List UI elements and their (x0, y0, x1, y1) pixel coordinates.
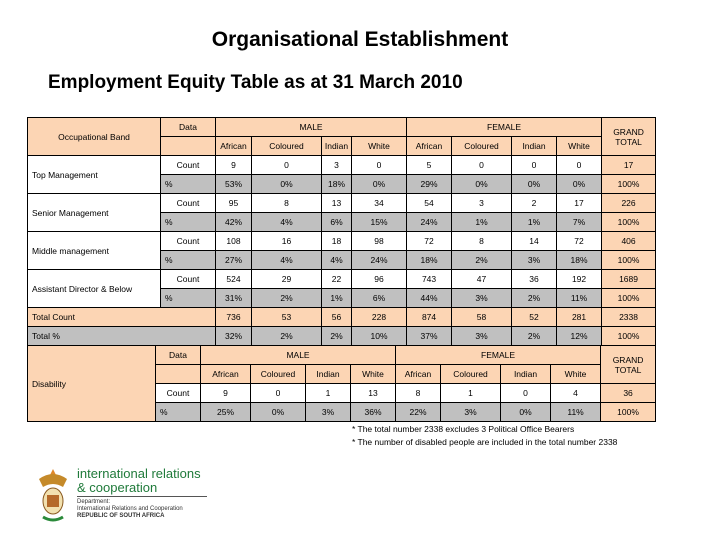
count-cell: 406 (602, 232, 656, 251)
percent-cell: 6% (322, 213, 352, 232)
percent-cell: 4% (322, 251, 352, 270)
race-header: Coloured (251, 365, 306, 384)
table-row (28, 156, 656, 175)
footnote: * The total number 2338 excludes 3 Political Office Bearers (352, 424, 575, 434)
total-percent-cell: 32% (216, 327, 252, 346)
table-row (28, 194, 656, 213)
table-row (28, 327, 656, 346)
percent-cell: 22% (396, 403, 441, 422)
data-header: Data (156, 346, 201, 365)
total-percent-cell: 100% (602, 327, 656, 346)
total-count-cell: 52 (512, 308, 557, 327)
disability-label: Disability (28, 346, 156, 422)
percent-cell: 6% (352, 289, 407, 308)
occupational-band: Top Management (28, 156, 161, 194)
race-header: White (557, 137, 602, 156)
count-cell: 29 (252, 270, 322, 289)
percent-cell: 100% (602, 251, 656, 270)
table-row (28, 308, 656, 327)
count-cell: 1689 (602, 270, 656, 289)
percent-cell: 3% (452, 289, 512, 308)
percent-cell: 0% (501, 403, 551, 422)
percent-cell: 2% (452, 251, 512, 270)
percent-cell: 2% (512, 289, 557, 308)
total-percent-cell: 2% (252, 327, 322, 346)
data-label: % (161, 251, 216, 270)
count-cell: 13 (322, 194, 352, 213)
logo-line: International Relations and Cooperation (77, 506, 183, 512)
count-cell: 13 (351, 384, 396, 403)
percent-cell: 44% (407, 289, 452, 308)
occupational-band: Assistant Director & Below (28, 270, 161, 308)
count-cell: 34 (352, 194, 407, 213)
total-count-label: Total Count (28, 308, 216, 327)
percent-cell: 0% (557, 175, 602, 194)
race-header: African (201, 365, 251, 384)
count-cell: 1 (306, 384, 351, 403)
percent-cell: 27% (216, 251, 252, 270)
percent-cell: 100% (601, 403, 656, 422)
percent-cell: 1% (452, 213, 512, 232)
male-header: MALE (201, 346, 396, 365)
race-header: White (551, 365, 601, 384)
count-cell: 0 (352, 156, 407, 175)
race-header: African (396, 365, 441, 384)
count-cell: 226 (602, 194, 656, 213)
dirco-logo (35, 465, 215, 525)
count-cell: 22 (322, 270, 352, 289)
percent-cell: 100% (602, 289, 656, 308)
race-header: White (351, 365, 396, 384)
percent-cell: 11% (557, 289, 602, 308)
race-header: Indian (306, 365, 351, 384)
count-cell: 0 (252, 156, 322, 175)
percent-cell: 24% (352, 251, 407, 270)
count-cell: 47 (452, 270, 512, 289)
data-label: Count (161, 156, 216, 175)
count-cell: 3 (322, 156, 352, 175)
page-title: Organisational Establishment (211, 28, 509, 51)
race-header: Indian (501, 365, 551, 384)
percent-cell: 3% (441, 403, 501, 422)
data-header: Data (161, 118, 216, 137)
count-cell: 36 (601, 384, 656, 403)
percent-cell: 31% (216, 289, 252, 308)
occupational-band: Senior Management (28, 194, 161, 232)
race-header: Indian (322, 137, 352, 156)
percent-cell: 18% (322, 175, 352, 194)
percent-cell: 4% (252, 213, 322, 232)
coat-of-arms-icon (35, 465, 71, 523)
percent-cell: 2% (252, 289, 322, 308)
logo-line: & cooperation (77, 480, 158, 495)
count-cell: 5 (407, 156, 452, 175)
count-cell: 0 (452, 156, 512, 175)
total-count-cell: 736 (216, 308, 252, 327)
data-label: % (161, 175, 216, 194)
logo-line: REPUBLIC OF SOUTH AFRICA (77, 513, 165, 519)
percent-cell: 1% (512, 213, 557, 232)
total-count-cell: 53 (252, 308, 322, 327)
count-cell: 524 (216, 270, 252, 289)
percent-cell: 25% (201, 403, 251, 422)
percent-cell: 11% (551, 403, 601, 422)
count-cell: 17 (557, 194, 602, 213)
count-cell: 0 (251, 384, 306, 403)
total-count-cell: 874 (407, 308, 452, 327)
count-cell: 72 (557, 232, 602, 251)
count-cell: 72 (407, 232, 452, 251)
percent-cell: 0% (452, 175, 512, 194)
occupational-band: Middle management (28, 232, 161, 270)
logo-line: Department: (77, 499, 111, 505)
data-label: Count (161, 232, 216, 251)
percent-cell: 0% (512, 175, 557, 194)
footnote: * The number of disabled people are included in the total number 2338 (352, 437, 618, 447)
count-cell: 14 (512, 232, 557, 251)
total-count-cell: 56 (322, 308, 352, 327)
count-cell: 0 (557, 156, 602, 175)
percent-cell: 7% (557, 213, 602, 232)
percent-cell: 100% (602, 175, 656, 194)
table-row (28, 346, 656, 365)
percent-cell: 0% (352, 175, 407, 194)
data-header-blank (156, 365, 201, 384)
table-row (28, 232, 656, 251)
total-percent-cell: 37% (407, 327, 452, 346)
percent-cell: 1% (322, 289, 352, 308)
count-cell: 0 (501, 384, 551, 403)
total-percent-cell: 2% (322, 327, 352, 346)
count-cell: 8 (252, 194, 322, 213)
data-label: % (156, 403, 201, 422)
employment-equity-table (27, 117, 656, 346)
table-row (28, 118, 656, 137)
race-header: Indian (512, 137, 557, 156)
percent-cell: 18% (557, 251, 602, 270)
percent-cell: 18% (407, 251, 452, 270)
count-cell: 96 (352, 270, 407, 289)
percent-cell: 29% (407, 175, 452, 194)
percent-cell: 3% (306, 403, 351, 422)
count-cell: 8 (452, 232, 512, 251)
percent-cell: 0% (252, 175, 322, 194)
total-percent-cell: 10% (352, 327, 407, 346)
table-subtitle: Employment Equity Table as at 31 March 2010 (48, 72, 463, 93)
data-header-blank (161, 137, 216, 156)
count-cell: 16 (252, 232, 322, 251)
race-header: White (352, 137, 407, 156)
count-cell: 192 (557, 270, 602, 289)
count-cell: 17 (602, 156, 656, 175)
count-cell: 36 (512, 270, 557, 289)
percent-cell: 100% (602, 213, 656, 232)
percent-cell: 53% (216, 175, 252, 194)
band-header: Occupational Band (28, 118, 161, 156)
race-header: African (216, 137, 252, 156)
percent-cell: 36% (351, 403, 396, 422)
count-cell: 8 (396, 384, 441, 403)
data-label: % (161, 213, 216, 232)
male-header: MALE (216, 118, 407, 137)
count-cell: 95 (216, 194, 252, 213)
count-cell: 18 (322, 232, 352, 251)
disability-table (27, 345, 656, 422)
race-header: Coloured (452, 137, 512, 156)
percent-cell: 42% (216, 213, 252, 232)
total-count-cell: 58 (452, 308, 512, 327)
data-label: Count (156, 384, 201, 403)
percent-cell: 4% (252, 251, 322, 270)
logo-line: international relations (77, 466, 201, 481)
count-cell: 0 (512, 156, 557, 175)
total-percent-cell: 2% (512, 327, 557, 346)
total-count-cell: 281 (557, 308, 602, 327)
count-cell: 54 (407, 194, 452, 213)
grand-total-header: GRAND TOTAL (601, 346, 656, 384)
percent-cell: 15% (352, 213, 407, 232)
count-cell: 4 (551, 384, 601, 403)
total-count-cell: 228 (352, 308, 407, 327)
race-header: Coloured (252, 137, 322, 156)
percent-cell: 3% (512, 251, 557, 270)
total-percent-label: Total % (28, 327, 216, 346)
footnotes (352, 423, 617, 449)
total-count-cell: 2338 (602, 308, 656, 327)
count-cell: 98 (352, 232, 407, 251)
data-label: Count (161, 194, 216, 213)
race-header: Coloured (441, 365, 501, 384)
count-cell: 1 (441, 384, 501, 403)
count-cell: 9 (216, 156, 252, 175)
percent-cell: 24% (407, 213, 452, 232)
grand-total-header: GRAND TOTAL (602, 118, 656, 156)
total-percent-cell: 3% (452, 327, 512, 346)
count-cell: 743 (407, 270, 452, 289)
count-cell: 3 (452, 194, 512, 213)
data-label: % (161, 289, 216, 308)
count-cell: 108 (216, 232, 252, 251)
race-header: African (407, 137, 452, 156)
count-cell: 9 (201, 384, 251, 403)
percent-cell: 0% (251, 403, 306, 422)
female-header: FEMALE (407, 118, 602, 137)
table-row (28, 270, 656, 289)
total-percent-cell: 12% (557, 327, 602, 346)
count-cell: 2 (512, 194, 557, 213)
female-header: FEMALE (396, 346, 601, 365)
data-label: Count (161, 270, 216, 289)
